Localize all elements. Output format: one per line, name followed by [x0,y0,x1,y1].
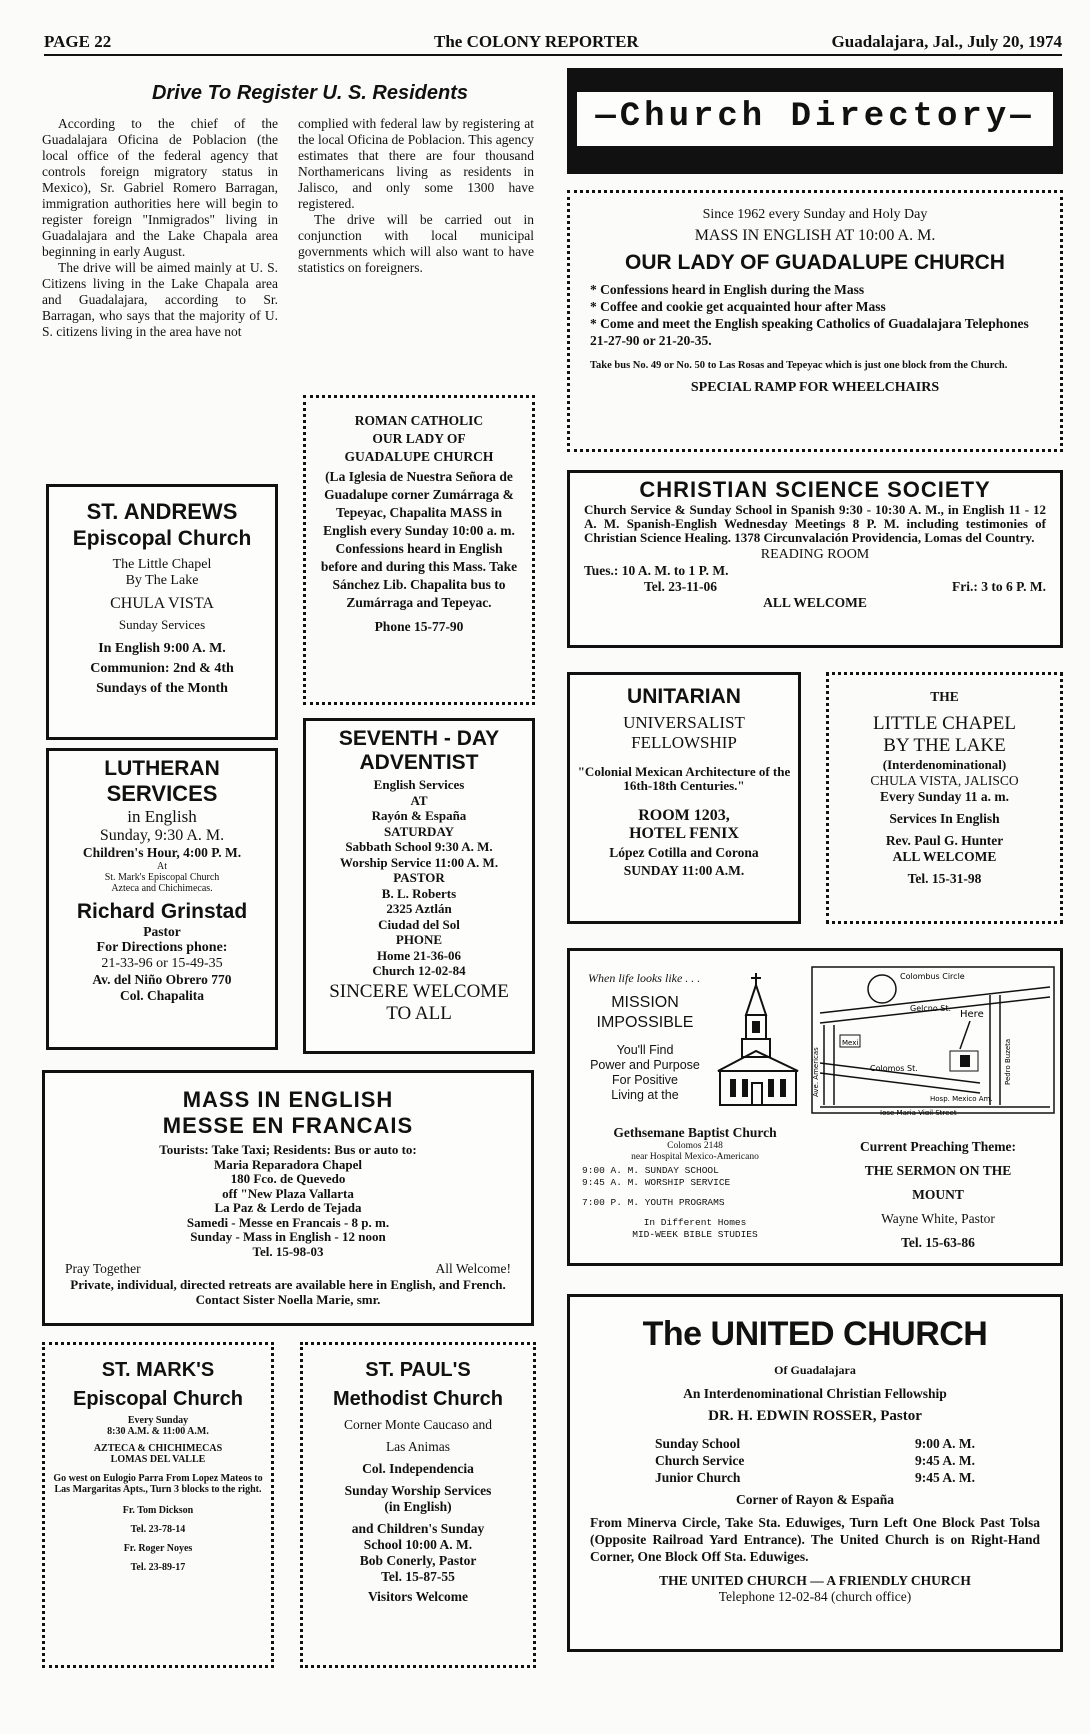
ad-line: Bob Conerly, Pastor [359,1553,477,1568]
ad-body: (La Iglesia de Nuestra Señora de Guadalupe corner Zumárraga & Tepeyac, Chapalita MASS in English every Sunday 10:00 a. m. Confessions heard in English before and during this Mass. Take Sánchez Lib. Chapalita bus to Zumárraga and Tepeyac. [320,469,518,610]
map-illustration [810,965,1056,1115]
ad-line: 8:30 A.M. & 11:00 A.M. [107,1426,209,1437]
ad-line: HOTEL FENIX [629,825,739,842]
church-address: Colomos 2148 near Hospital Mexico-Americano [631,1141,759,1162]
article-col-2 [298,116,534,276]
ad-line: LOMAS DEL VALLE [110,1454,206,1465]
ad-title: ST. PAUL'S [365,1359,471,1381]
ad-lutheran [46,748,278,1050]
ad-line: In English 9:00 A. M. [98,641,226,656]
article-paragraph: complied with federal law by registering at the local Oficina de Poblacion. This agency estimates that there are four thousand Northamericans living as residents in Jalisco, and only some 1300 have registered. [298,116,534,211]
ad-line: Sunday Services [118,617,206,632]
ad-line: Tel. 23-78-14 [130,1524,186,1535]
schedule-row: Church Service 9:45 A. M. [655,1453,975,1468]
ad-line: Communion: 2nd & 4th [90,661,234,676]
ad-line: Children's Hour, 4:00 P. M. [82,845,242,860]
pastor-name: Richard Grinstad [76,900,248,923]
ad-line: All Welcome! [435,1261,511,1276]
ad-line: Pray Together [65,1261,141,1276]
ad-title: SERVICES [106,781,218,806]
map-label: Mexi [842,1039,859,1047]
ad-line: FELLOWSHIP [631,733,737,752]
church-name: Gethsemane Baptist Church [613,1125,777,1140]
ad-title: LUTHERAN [104,757,220,780]
article-paragraph: According to the chief of the Guadalajara Oficina de Poblacion (the local office of the federal agency that controls foreign migratory status in Mexico), Sr. Gabriel Romero Barragan, immigration authorities here will begin to register foreign "Inmigrados" living in Guadalajara and the Lake Chapala area beginning in early August. [42,116,278,259]
ad-line: SINCERE WELCOME [329,980,509,1002]
ad-unitarian [567,672,801,924]
ad-line: Fr. Roger Noyes [123,1543,193,1554]
ad-title: The UNITED CHURCH [642,1315,988,1353]
ad-line: Fri.: 3 to 6 P. M. [952,579,1046,594]
page-number: PAGE 22 [44,32,112,51]
ad-line: Av. del Niño Obrero 770 [92,972,232,987]
ad-line: An Interdenominational Christian Fellowship [683,1386,947,1401]
ad-line: Azteca and Chichimecas. [111,883,213,894]
ad-subtitle: Episcopal Church [72,527,252,550]
sermon-info: Current Preaching Theme: THE SERMON ON THE MOUNT Wayne White, Pastor Tel. 15-63-86 [860,1139,1016,1250]
ad-line: Col. Independencia [362,1461,474,1476]
ad-line: UNIVERSALIST [623,713,745,732]
ad-guadalupe [567,190,1063,452]
ad-line: AZTECA & CHICHIMECAS [93,1443,223,1454]
ad-line: CHULA VISTA, JALISCO [870,773,1019,788]
bullet-item: * Come and meet the English speaking Catholics of Guadalajara Telephones 21-27-90 or 21-20-35. [590,316,1029,348]
ad-line: Sunday, 9:30 A. M. [99,827,225,844]
ad-line: DR. H. EDWIN ROSSER, Pastor [708,1408,922,1424]
ad-line: SPECIAL RAMP FOR WHEELCHAIRS [690,380,940,395]
ad-title: ST. MARK'S [101,1359,215,1381]
map-label: Colombus Circle [900,972,965,981]
ad-united-church [567,1294,1063,1652]
ad-line: Take bus No. 49 or No. 50 to Las Rosas and Tepeyac which is just one block from the Church. [590,360,1008,371]
ad-christian-science [567,470,1063,648]
ad-line: By The Lake [125,573,199,588]
ad-title: CHRISTIAN SCIENCE SOCIETY [639,477,991,502]
ad-subtitle: Methodist Church [333,1388,503,1410]
schedule-row: Junior Church 9:45 A. M. [655,1470,975,1485]
ad-line: Tel. 15-87-55 [381,1569,455,1584]
schedule-list: 9:00 A. M. SUNDAY SCHOOL 9:45 A. M. WORSHIP SERVICE 7:00 P. M. YOUTH PROGRAMS In Different Homes MID-WEEK BIBLE STUDIES [582,1165,758,1240]
ad-line: THE UNITED CHURCH — A FRIENDLY CHURCH [659,1573,971,1588]
ad-line: Of Guadalajara [774,1363,856,1377]
mission-text: MISSION IMPOSSIBLE [596,994,694,1031]
ad-line: MASS IN ENGLISH AT 10:00 A. M. [694,227,936,244]
ad-script: When life looks like . . . [588,971,701,985]
map-label: Hosp. Mexico Am. [930,1095,993,1103]
ad-line: Las Animas [385,1439,451,1454]
article-title: Drive To Register U. S. Residents [151,82,468,104]
ad-line: Tel. 15-31-98 [907,871,982,886]
ad-line: LITTLE CHAPEL [872,713,1016,734]
church-directory-title: —Church Directory— [595,98,1035,136]
map-label: Jose Maria Vigil Street [880,1109,957,1115]
ad-line: THE [930,689,959,704]
ad-line: Tues.: 10 A. M. to 1 P. M. [584,563,729,578]
ad-line: The Little Chapel [112,557,212,572]
ad-line: GUADALUPE CHURCH [344,449,494,464]
ad-line: Tel. 23-89-17 [130,1562,186,1573]
article-paragraph: The drive will be carried out in conjunction with local municipal governments which will also want to have statistics on foreigners. [298,212,534,275]
ad-line: 21-33-96 or 15-49-35 [101,956,223,971]
ad-title: MESSE EN FRANCAIS [162,1113,414,1138]
ad-line: Every Sunday [127,1415,189,1426]
ad-phone: Phone 15-77-90 [374,619,464,634]
ad-mass-french [42,1070,534,1326]
ad-line: OUR LADY OF [372,431,466,446]
ad-line: Services In English [889,811,1000,826]
bullet-item: * Coffee and cookie get acquainted hour after Mass [590,299,886,314]
ad-line: READING ROOM [760,547,870,562]
church-illustration-icon [710,971,810,1109]
ad-body: Go west on Eulogio Parra From Lopez Mateos to Las Margaritas Apts., Turn 3 blocks to the right. [53,1473,263,1495]
ad-title: MASS IN ENGLISH [182,1087,394,1112]
ad-st-marks [42,1342,274,1668]
schedule-row: Sunday School 9:00 A. M. [655,1436,975,1451]
ad-line: (in English) [384,1499,452,1514]
ad-line: ROOM 1203, [638,807,730,824]
ad-quote: "Colonial Mexican Architecture of the 16th-18th Centuries." [577,764,791,793]
ad-line: and Children's Sunday [351,1521,485,1536]
newspaper-name: The COLONY REPORTER [434,32,639,51]
ad-body: From Minerva Circle, Take Sta. Eduwiges, Turn Left One Block Past Tolsa (Opposite Railroad Yard Entrance). The United Church is on Right-Hand Corner, One Block Off Sta. Eduwiges. [590,1515,1040,1564]
map-label: Ave. Americas [812,1047,820,1097]
ad-line: BY THE LAKE [883,735,1006,756]
ad-line: Since 1962 every Sunday and Holy Day [702,207,928,222]
ad-line: At [157,861,167,872]
ad-line: Every Sunday 11 a. m. [879,789,1010,804]
ad-line: in English [127,807,197,826]
ad-body: Church Service & Sunday School in Spanish 9:30 - 10:30 A. M., in English 11 - 12 A. M. Spanish-English Wednesday Meetings 8 P. M. including testimonies of Christian Science Healing. 1378 Circunvalación Providencia, Lomas del Country. [584,502,1046,545]
ad-line: Pastor [143,924,181,939]
ad-line: Telephone 12-02-84 (church office) [718,1589,912,1604]
map-label: Gelcno St. [910,1004,952,1013]
ad-line: Corner of Rayon & España [735,1492,894,1507]
ad-line: Visitors Welcome [367,1589,469,1604]
dateline: Guadalajara, Jal., July 20, 1974 [831,32,1062,51]
ad-adventist [303,718,535,1054]
ad-line: Col. Chapalita [119,988,204,1003]
ad-line: ALL WELCOME [892,849,997,864]
ad-line: Sundays of the Month [96,681,228,696]
map-label: Here [960,1009,984,1020]
ad-line: ALL WELCOME [763,595,867,610]
ad-line: Corner Monte Caucaso and [343,1417,493,1432]
ad-title: ST. ANDREWS [86,499,238,524]
ad-gethsemane [567,948,1063,1266]
ad-st-pauls [300,1342,536,1668]
ad-line: ROMAN CATHOLIC [354,413,484,428]
ad-line: Tel. 23-11-06 [644,579,718,594]
ad-line: SUNDAY 11:00 A.M. [623,863,745,878]
find-text: You'll Find Power and Purpose For Positive Living at the [590,1043,700,1102]
ad-line: St. Mark's Episcopal Church [104,872,220,883]
ad-line: For Directions phone: [96,940,228,955]
church-directory-banner [567,68,1063,174]
schedule-table [655,1435,975,1486]
ad-line: Fr. Tom Dickson [122,1505,194,1516]
ad-st-andrews [46,484,278,740]
article-paragraph: The drive will be aimed mainly at U. S. Citizens living in the Lake Chapala area and Guadalajara, according to Sr. Barragan, who says that the majority of U. S. citizens living in the area have not [42,260,278,339]
map-label: Colomos St. [870,1064,918,1073]
ad-title: ADVENTIST [359,751,479,774]
ad-line: López Cotilla and Corona [609,845,759,860]
ad-title: UNITARIAN [627,685,741,708]
ad-roman-catholic [303,395,535,705]
ad-little-chapel [826,672,1063,924]
map-label: Pedro Buzeta [1004,1038,1012,1085]
page-header [44,30,1062,56]
ad-line: (Interdenominational) [882,757,1007,772]
ad-line: TO ALL [386,1002,452,1024]
article-col-1 [42,116,278,340]
ad-title: OUR LADY OF GUADALUPE CHURCH [625,251,1005,274]
bullet-item: * Confessions heard in English during the Mass [590,282,865,297]
ad-line: Sunday Worship Services [344,1483,492,1498]
ad-lines: English Services AT Rayón & España SATURDAY Sabbath School 9:30 A. M. Worship Service 11:00 A. M. PASTOR B. L. Roberts 2325 Aztlán Ciudad del Sol PHONE Home 21-36-06 Church 12-02-84 [339,777,499,978]
ad-lines: Tourists: Take Taxi; Residents: Bus or auto to: Maria Reparadora Chapel 180 Fco. de Quevedo off "New Plaza Vallarta La Paz & Lerdo de Tejada Samedi - Messe en Francais - 8 p. m. Sunday - Mass in English - 12 noon Tel. 15-98-03 [159,1142,417,1259]
ad-title: SEVENTH - DAY [338,727,500,750]
ad-line: CHULA VISTA [110,595,214,612]
ad-line: Rev. Paul G. Hunter [885,833,1004,848]
ad-body: Private, individual, directed retreats are available here in English, and French. Contact Sister Noella Marie, smr. [70,1277,506,1307]
ad-subtitle: Episcopal Church [72,1388,244,1410]
ad-line: School 10:00 A. M. [363,1537,473,1552]
